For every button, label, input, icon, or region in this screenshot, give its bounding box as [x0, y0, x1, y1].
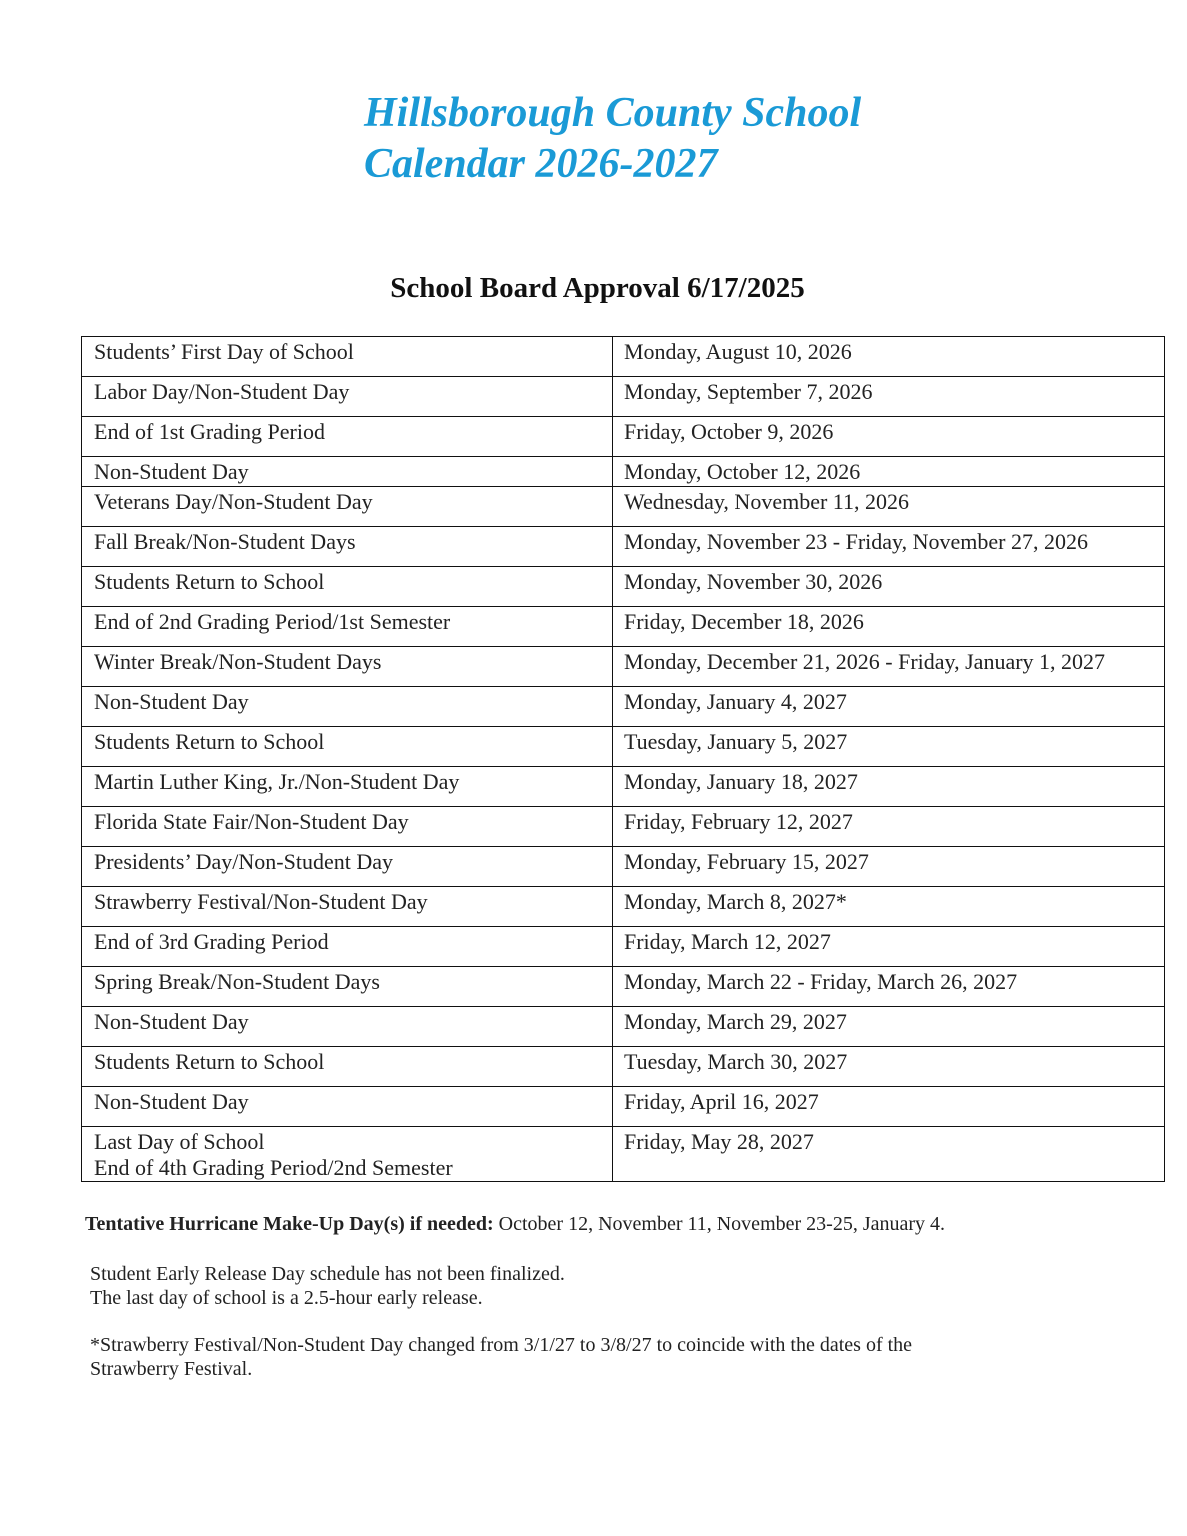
- last-day-early-release-note: The last day of school is a 2.5-hour early release.: [90, 1287, 483, 1309]
- date-cell: Monday, March 29, 2027: [613, 1007, 1165, 1047]
- event-name: Students Return to School: [94, 729, 325, 754]
- event-name: Spring Break/Non-Student Days: [94, 969, 380, 994]
- event-cell: [82, 527, 613, 567]
- date-cell: Tuesday, January 5, 2027: [613, 727, 1165, 767]
- event-name: End of 4th Grading Period/2nd Semester: [94, 1155, 453, 1180]
- event-cell: [82, 647, 613, 687]
- table-row: [82, 417, 1165, 457]
- date-cell: Wednesday, November 11, 2026: [613, 487, 1165, 527]
- table-row: [82, 1007, 1165, 1047]
- table-row: [82, 687, 1165, 727]
- event-cell: [82, 1127, 613, 1182]
- date-cell: Monday, December 21, 2026 - Friday, January 1, 2027: [613, 647, 1165, 687]
- event-cell: [82, 967, 613, 1007]
- table-row: [82, 457, 1165, 487]
- event-cell: [82, 1007, 613, 1047]
- event-cell: [82, 567, 613, 607]
- table-row: [82, 1047, 1165, 1087]
- event-name: Strawberry Festival/Non-Student Day: [94, 889, 428, 914]
- table-row: [82, 647, 1165, 687]
- date-cell: Monday, February 15, 2027: [613, 847, 1165, 887]
- table-row: [82, 567, 1165, 607]
- event-name: Labor Day/Non-Student Day: [94, 379, 350, 404]
- event-cell: [82, 607, 613, 647]
- event-name: Non-Student Day: [94, 689, 249, 714]
- approval-subtitle: School Board Approval 6/17/2025: [390, 272, 805, 304]
- event-name: Florida State Fair/Non-Student Day: [94, 809, 409, 834]
- event-name: Fall Break/Non-Student Days: [94, 529, 356, 554]
- table-row: [82, 607, 1165, 647]
- event-cell: [82, 767, 613, 807]
- event-cell: [82, 927, 613, 967]
- date-cell: Friday, March 12, 2027: [613, 927, 1165, 967]
- hurricane-makeup-dates: October 12, November 11, November 23-25, January 4.: [493, 1213, 946, 1235]
- date-cell: Monday, August 10, 2026: [613, 337, 1165, 377]
- event-name: Non-Student Day: [94, 1009, 249, 1034]
- table-row: [82, 767, 1165, 807]
- table-row: [82, 527, 1165, 567]
- event-cell: [82, 417, 613, 457]
- date-cell: Monday, January 18, 2027: [613, 767, 1165, 807]
- calendar-table-body: [82, 337, 1165, 1182]
- title-line-1: Hillsborough County School: [364, 90, 862, 136]
- event-name: Non-Student Day: [94, 459, 249, 484]
- event-cell: [82, 377, 613, 417]
- date-cell: Monday, January 4, 2027: [613, 687, 1165, 727]
- table-row: [82, 927, 1165, 967]
- notes-spacer: [90, 1310, 1090, 1333]
- event-name: Martin Luther King, Jr./Non-Student Day: [94, 769, 460, 794]
- date-cell: Friday, December 18, 2026: [613, 607, 1165, 647]
- event-name: Students’ First Day of School: [94, 339, 354, 364]
- page-title: [364, 88, 1064, 190]
- table-row: [82, 1087, 1165, 1127]
- event-cell: [82, 1047, 613, 1087]
- table-row: [82, 807, 1165, 847]
- event-name: End of 1st Grading Period: [94, 419, 325, 444]
- event-cell: [82, 337, 613, 377]
- table-row: [82, 487, 1165, 527]
- event-name: Veterans Day/Non-Student Day: [94, 489, 373, 514]
- date-cell: Monday, October 12, 2026: [613, 457, 1165, 487]
- early-release-note: Student Early Release Day schedule has not been finalized.: [90, 1263, 565, 1285]
- table-row: [82, 847, 1165, 887]
- date-cell: Monday, November 23 - Friday, November 27, 2026: [613, 527, 1165, 567]
- event-cell: [82, 457, 613, 487]
- date-cell: Friday, May 28, 2027: [613, 1127, 1165, 1182]
- hurricane-makeup-label: Tentative Hurricane Make-Up Day(s) if needed:: [85, 1213, 494, 1235]
- event-name: Non-Student Day: [94, 1089, 249, 1114]
- event-cell: [82, 687, 613, 727]
- table-row: [82, 337, 1165, 377]
- date-cell: Monday, September 7, 2026: [613, 377, 1165, 417]
- table-row: [82, 967, 1165, 1007]
- event-name: Last Day of School: [94, 1129, 265, 1154]
- event-cell: [82, 487, 613, 527]
- event-cell: [82, 847, 613, 887]
- table-row: [82, 727, 1165, 767]
- table-row: [82, 1127, 1165, 1182]
- table-row: [82, 887, 1165, 927]
- date-cell: Friday, February 12, 2027: [613, 807, 1165, 847]
- hurricane-makeup-note: [85, 1211, 945, 1237]
- event-name: End of 2nd Grading Period/1st Semester: [94, 609, 451, 634]
- date-cell: Tuesday, March 30, 2027: [613, 1047, 1165, 1087]
- event-name: Presidents’ Day/Non-Student Day: [94, 849, 393, 874]
- event-cell: [82, 1087, 613, 1127]
- event-cell: [82, 887, 613, 927]
- strawberry-footnote-line-2: Strawberry Festival.: [90, 1358, 253, 1380]
- title-line-2: Calendar 2026-2027: [364, 141, 718, 187]
- date-cell: Monday, November 30, 2026: [613, 567, 1165, 607]
- notes-section: [90, 1262, 1090, 1381]
- strawberry-footnote-line-1: *Strawberry Festival/Non-Student Day changed from 3/1/27 to 3/8/27 to coincide with the dates of the: [90, 1334, 913, 1356]
- date-cell: Friday, April 16, 2027: [613, 1087, 1165, 1127]
- event-name: Students Return to School: [94, 1049, 325, 1074]
- date-cell: Monday, March 8, 2027*: [613, 887, 1165, 927]
- date-cell: Friday, October 9, 2026: [613, 417, 1165, 457]
- event-name: End of 3rd Grading Period: [94, 929, 329, 954]
- event-cell: [82, 807, 613, 847]
- event-name: Students Return to School: [94, 569, 325, 594]
- calendar-table: [81, 336, 1165, 1182]
- table-row: [82, 377, 1165, 417]
- date-cell: Monday, March 22 - Friday, March 26, 2027: [613, 967, 1165, 1007]
- event-cell: [82, 727, 613, 767]
- event-name: Winter Break/Non-Student Days: [94, 649, 382, 674]
